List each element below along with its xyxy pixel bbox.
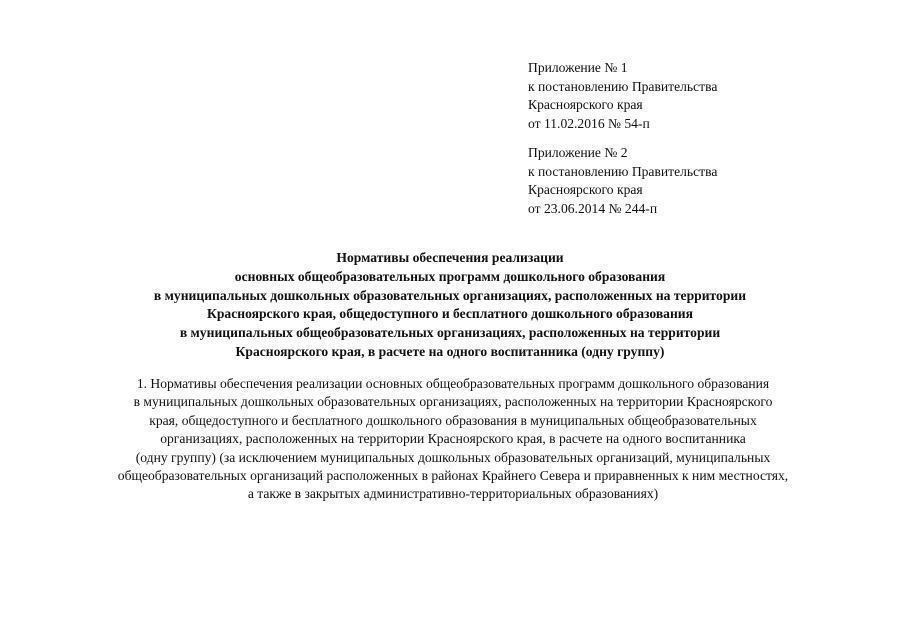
document-title	[90, 249, 810, 362]
appendix-2-line: Приложение № 2	[528, 145, 628, 160]
section-1-line: (одну группу) (за исключением муниципальных дошкольных образовательных организаций, муниципальных	[135, 449, 771, 465]
section-1-heading	[60, 375, 846, 504]
appendix-2-line: к постановлению Правительства	[528, 163, 718, 179]
appendix-1-line: от 11.02.2016 № 54-п	[528, 115, 650, 131]
title-line: Красноярского края, общедоступного и бесплатного дошкольного образования	[207, 306, 693, 322]
appendix-1-header	[528, 59, 717, 133]
appendix-2-line: Красноярского края	[528, 182, 643, 198]
title-line: Красноярского края, в расчете на одного воспитанника (одну группу)	[235, 343, 665, 359]
section-1-line: организациях, расположенных на территории Красноярского края, в расчете на одного воспитанника	[160, 431, 746, 447]
section-1-line: края, общедоступного и бесплатного дошкольного образования в муниципальных общеобразовательных	[149, 412, 757, 428]
section-1-line: 1. Нормативы обеспечения реализации основных общеобразовательных программ дошкольного образования	[136, 376, 770, 391]
title-line: в муниципальных дошкольных образовательных организациях, расположенных на территории	[153, 287, 747, 303]
section-1-line: а также в закрытых административно-территориальных образованиях)	[247, 486, 659, 502]
title-line: основных общеобразовательных программ дошкольного образования	[234, 268, 666, 284]
title-line: в муниципальных общеобразовательных организациях, расположенных на территории	[179, 325, 721, 341]
appendix-2-header	[528, 144, 717, 218]
title-line: Нормативы обеспечения реализации	[336, 250, 564, 265]
section-1-line: общеобразовательных организаций расположенных в районах Крайнего Севера и приравненных к ним местностях,	[117, 468, 789, 484]
appendix-1-line: Красноярского края	[528, 97, 643, 113]
section-1-line: в муниципальных дошкольных образовательных организациях, расположенных на территории Красноярского	[133, 394, 773, 410]
appendix-2-line: от 23.06.2014 № 244-п	[528, 200, 658, 216]
appendix-1-line: к постановлению Правительства	[528, 78, 718, 94]
appendix-1-line: Приложение № 1	[528, 60, 628, 75]
